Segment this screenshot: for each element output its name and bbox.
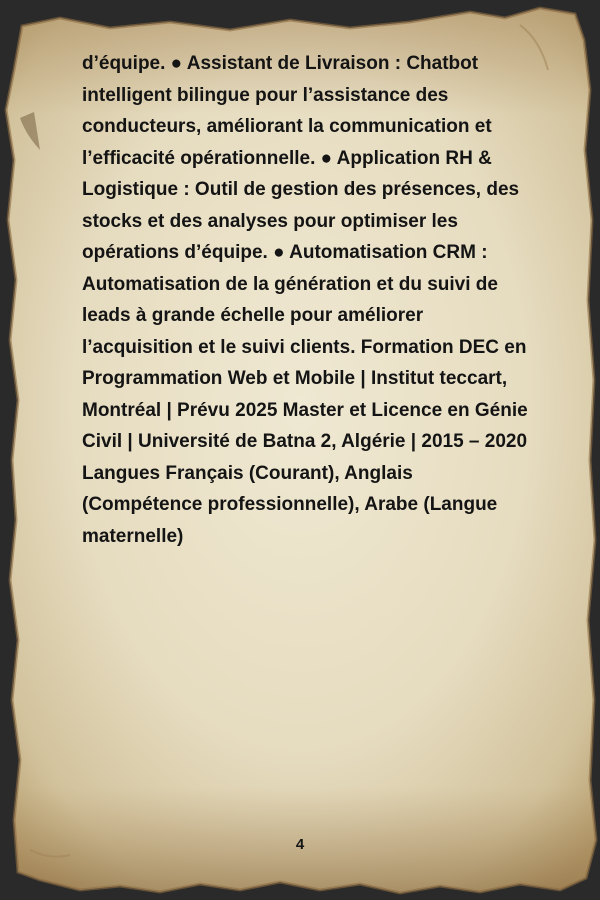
page-number: 4: [295, 836, 305, 853]
body-text: d’équipe. ● Assistant de Livraison : Chatbot intelligent bilingue pour l’assistance des conducteurs, améliorant la communication et l’efficacité opérationnelle. ● Application RH & Logistique : Outil de gestion des présences, des stocks et des analyses pour optimiser les opérations d’équipe. ● Automatisation CRM : Automatisation de la génération et du suivi de leads à grande échelle pour améliorer l’acquisition et le suivi clients. Formation DEC en Programmation Web et Mobile | Institut teccart, Montréal | Prévu 2025 Master et Licence en Génie Civil | Université de Batna 2, Algérie | 2015 – 2020 Langues Français (Courant), Anglais (Compétence professionnelle), Arabe (Langue maternelle): [82, 53, 528, 547]
